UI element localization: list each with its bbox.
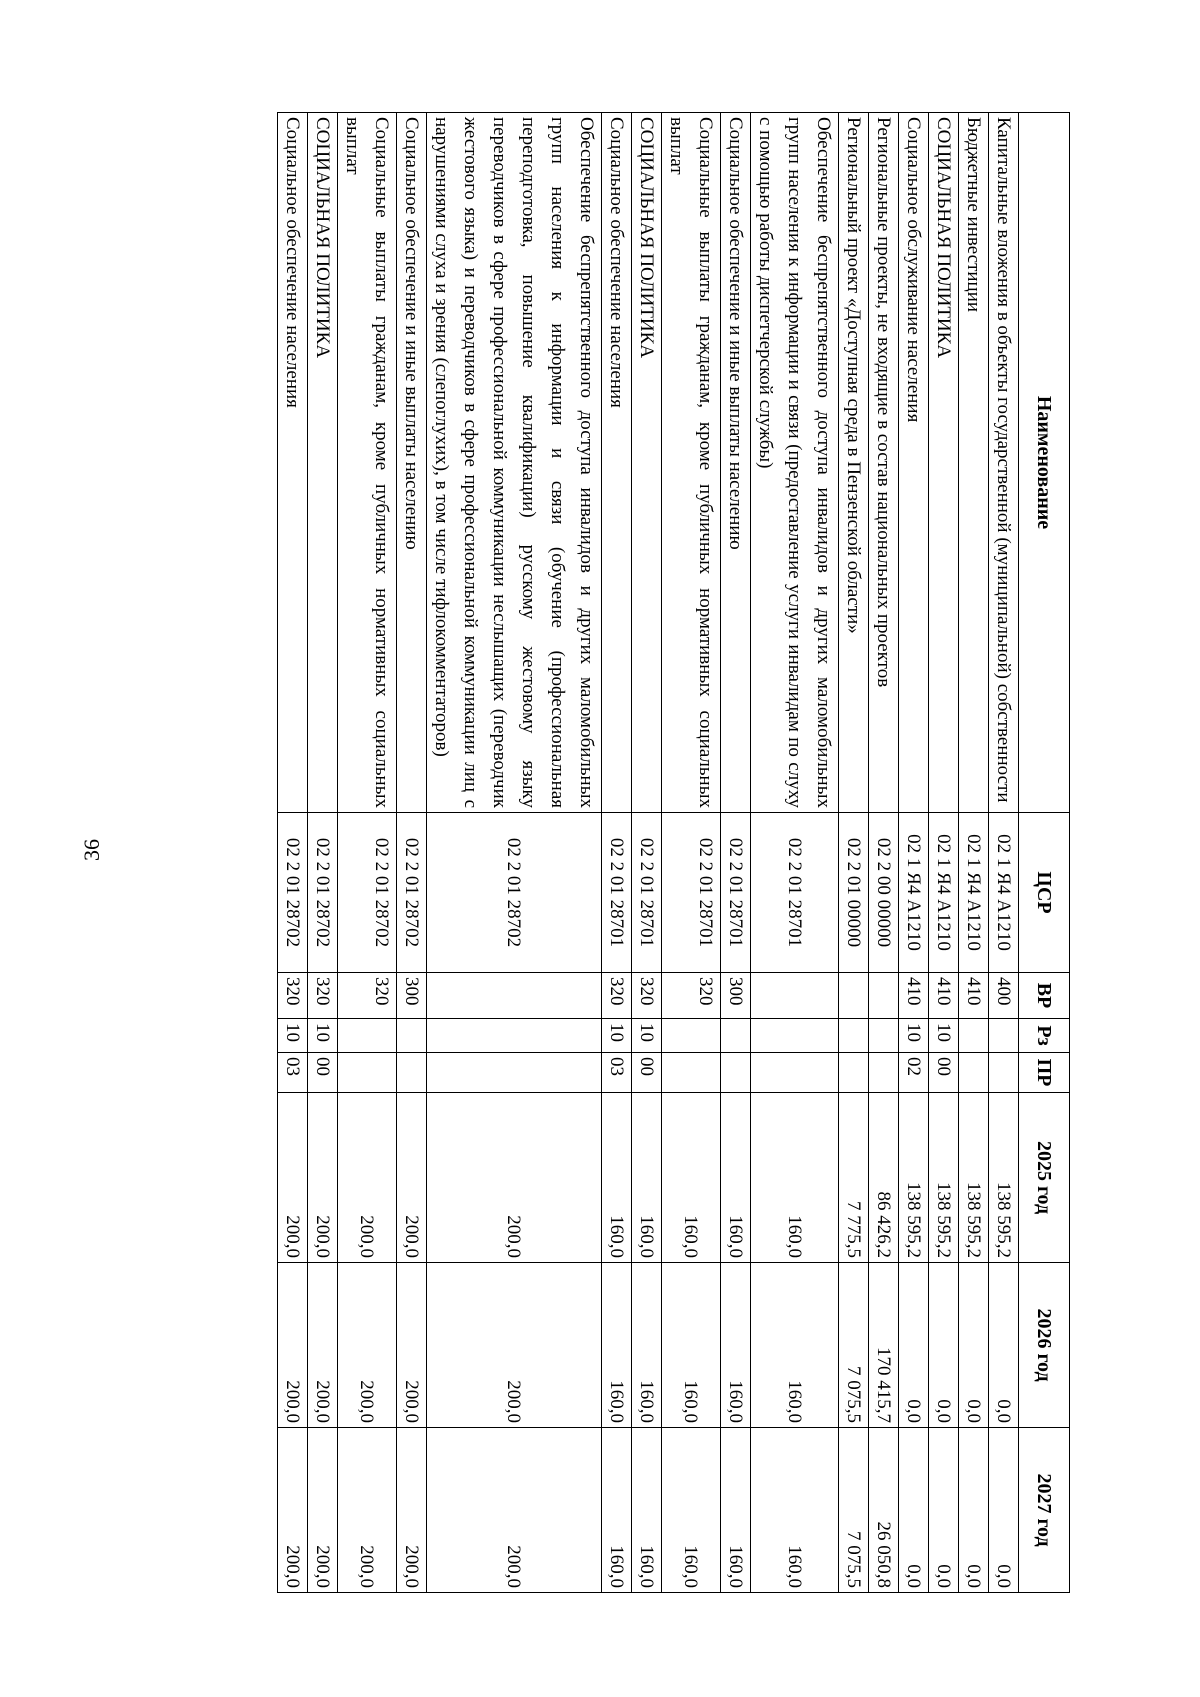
row-2025: 200,0 [338, 1093, 397, 1263]
row-csr: 02 2 01 28701 [751, 813, 839, 973]
row-2027: 200,0 [427, 1428, 602, 1593]
header-name: Наименование [1019, 113, 1070, 813]
table-row [632, 113, 662, 1593]
row-vr: 410 [929, 973, 959, 1019]
row-2025: 200,0 [308, 1093, 338, 1263]
row-name: Социальное обеспечение и иные выплаты населению [721, 113, 751, 813]
row-pr [989, 1053, 1019, 1093]
row-pr [839, 1053, 869, 1093]
row-name: Социальное обеспечение и иные выплаты населению [397, 113, 427, 813]
row-vr: 320 [338, 973, 397, 1019]
row-pr: 03 [602, 1053, 632, 1093]
row-2026: 200,0 [397, 1263, 427, 1428]
row-2026: 160,0 [632, 1263, 662, 1428]
row-2025: 138 595,2 [929, 1093, 959, 1263]
row-2025: 138 595,2 [899, 1093, 929, 1263]
row-name: Социальные выплаты гражданам, кроме публичных нормативных социальных выплат [662, 113, 721, 813]
row-pr [397, 1053, 427, 1093]
row-pr [721, 1053, 751, 1093]
row-rz [959, 1019, 989, 1053]
row-rz [751, 1019, 839, 1053]
row-vr [751, 973, 839, 1019]
row-2027: 160,0 [751, 1428, 839, 1593]
row-name: Региональный проект «Доступная среда в Пензенской области» [839, 113, 869, 813]
table-row [662, 113, 721, 1593]
table-row [929, 113, 959, 1593]
header-pr: ПР [1019, 1053, 1070, 1093]
row-vr: 300 [721, 973, 751, 1019]
row-csr: 02 1 Я4 А1210 [929, 813, 959, 973]
row-2027: 160,0 [632, 1428, 662, 1593]
row-2026: 7 075,5 [839, 1263, 869, 1428]
row-pr: 03 [278, 1053, 308, 1093]
header-csr: ЦСР [1019, 813, 1070, 973]
row-vr: 320 [308, 973, 338, 1019]
row-csr: 02 2 01 28702 [427, 813, 602, 973]
row-rz [662, 1019, 721, 1053]
row-2026: 160,0 [751, 1263, 839, 1428]
table-row [602, 113, 632, 1593]
row-2027: 26 050,8 [869, 1428, 899, 1593]
row-2027: 200,0 [397, 1428, 427, 1593]
row-rz [721, 1019, 751, 1053]
row-2026: 0,0 [959, 1263, 989, 1428]
table-row [839, 113, 869, 1593]
header-rz: Рз [1019, 1019, 1070, 1053]
row-2027: 0,0 [929, 1428, 959, 1593]
row-name: Социальное обслуживание населения [899, 113, 929, 813]
row-2025: 200,0 [397, 1093, 427, 1263]
row-vr: 400 [989, 973, 1019, 1019]
row-vr: 320 [662, 973, 721, 1019]
row-name: Обеспечение беспрепятственного доступа инвалидов и других маломобильных групп населения к информации и связи (обучение (профессиональная переподготовка, повышение квалификации) русскому жестовому языку переводчиков в сфере профессиональной коммуникации неслышащих (переводчик жестового языка) и переводчиков в сфере профессиональной коммуникации лиц с нарушениями слуха и зрения (слепоглухих), в том числе тифлокомментаторов) [427, 113, 602, 813]
row-csr: 02 1 Я4 А1210 [989, 813, 1019, 973]
row-vr: 410 [959, 973, 989, 1019]
row-2026: 0,0 [899, 1263, 929, 1428]
row-vr [869, 973, 899, 1019]
row-csr: 02 2 01 28702 [278, 813, 308, 973]
row-2025: 7 775,5 [839, 1093, 869, 1263]
table-row [989, 113, 1019, 1593]
row-name: Социальные выплаты гражданам, кроме публичных нормативных социальных выплат [338, 113, 397, 813]
table-row [959, 113, 989, 1593]
row-pr: 02 [899, 1053, 929, 1093]
table-row [721, 113, 751, 1593]
row-rz [397, 1019, 427, 1053]
row-name: Капитальные вложения в объекты государственной (муниципальной) собственности [989, 113, 1019, 813]
table-row [869, 113, 899, 1593]
row-csr: 02 2 01 28701 [662, 813, 721, 973]
row-2026: 160,0 [602, 1263, 632, 1428]
row-vr: 410 [899, 973, 929, 1019]
row-csr: 02 2 01 00000 [839, 813, 869, 973]
row-vr: 300 [397, 973, 427, 1019]
row-rz [839, 1019, 869, 1053]
row-csr: 02 2 00 00000 [869, 813, 899, 973]
row-2026: 200,0 [338, 1263, 397, 1428]
row-pr: 00 [308, 1053, 338, 1093]
row-csr: 02 2 01 28701 [721, 813, 751, 973]
row-csr: 02 2 01 28701 [632, 813, 662, 973]
row-2026: 0,0 [929, 1263, 959, 1428]
row-name: Обеспечение беспрепятственного доступа инвалидов и других маломобильных групп населения к информации и связи (предоставление услуги инвалидам по слуху с помощью работы диспетчерской службы) [751, 113, 839, 813]
row-name: Бюджетные инвестиции [959, 113, 989, 813]
row-pr [751, 1053, 839, 1093]
header-2027: 2027 год [1019, 1428, 1070, 1593]
row-2027: 160,0 [721, 1428, 751, 1593]
rotated-table-container [120, 112, 1070, 1592]
row-rz [338, 1019, 397, 1053]
table-row [338, 113, 397, 1593]
row-rz [989, 1019, 1019, 1053]
row-name: Региональные проекты, не входящие в состав национальных проектов [869, 113, 899, 813]
header-2025: 2025 год [1019, 1093, 1070, 1263]
row-rz: 10 [899, 1019, 929, 1053]
row-pr: 00 [632, 1053, 662, 1093]
row-pr [869, 1053, 899, 1093]
row-2025: 200,0 [427, 1093, 602, 1263]
row-pr [427, 1053, 602, 1093]
table-row [427, 113, 602, 1593]
row-vr: 320 [278, 973, 308, 1019]
table-row [397, 113, 427, 1593]
row-csr: 02 1 Я4 А1210 [959, 813, 989, 973]
row-vr: 320 [632, 973, 662, 1019]
row-2025: 160,0 [751, 1093, 839, 1263]
table-row [278, 113, 308, 1593]
row-2026: 160,0 [721, 1263, 751, 1428]
row-rz: 10 [632, 1019, 662, 1053]
row-2026: 170 415,7 [869, 1263, 899, 1428]
row-2026: 0,0 [989, 1263, 1019, 1428]
row-csr: 02 2 01 28702 [308, 813, 338, 973]
row-rz: 10 [278, 1019, 308, 1053]
table-row [899, 113, 929, 1593]
row-rz [869, 1019, 899, 1053]
row-2026: 200,0 [278, 1263, 308, 1428]
row-csr: 02 2 01 28702 [338, 813, 397, 973]
row-2026: 200,0 [427, 1263, 602, 1428]
row-2027: 200,0 [278, 1428, 308, 1593]
row-name: Социальное обеспечение населения [602, 113, 632, 813]
row-csr: 02 1 Я4 А1210 [899, 813, 929, 973]
row-2027: 200,0 [338, 1428, 397, 1593]
header-vr: ВР [1019, 973, 1070, 1019]
row-vr [427, 973, 602, 1019]
row-2027: 200,0 [308, 1428, 338, 1593]
row-2027: 0,0 [959, 1428, 989, 1593]
row-pr [338, 1053, 397, 1093]
header-2026: 2026 год [1019, 1263, 1070, 1428]
row-pr: 00 [929, 1053, 959, 1093]
row-2025: 200,0 [278, 1093, 308, 1263]
row-2025: 160,0 [662, 1093, 721, 1263]
row-2025: 160,0 [721, 1093, 751, 1263]
row-csr: 02 2 01 28701 [602, 813, 632, 973]
row-2025: 86 426,2 [869, 1093, 899, 1263]
row-rz: 10 [308, 1019, 338, 1053]
row-name: СОЦИАЛЬНАЯ ПОЛИТИКА [308, 113, 338, 813]
row-2025: 160,0 [632, 1093, 662, 1263]
row-csr: 02 2 01 28702 [397, 813, 427, 973]
row-2025: 138 595,2 [989, 1093, 1019, 1263]
row-pr [959, 1053, 989, 1093]
row-2027: 0,0 [899, 1428, 929, 1593]
row-name: СОЦИАЛЬНАЯ ПОЛИТИКА [632, 113, 662, 813]
table-row [308, 113, 338, 1593]
row-vr: 320 [602, 973, 632, 1019]
page-number: 36 [79, 839, 104, 861]
row-name: Социальное обеспечение населения [278, 113, 308, 813]
row-pr [662, 1053, 721, 1093]
row-rz: 10 [602, 1019, 632, 1053]
row-2027: 160,0 [662, 1428, 721, 1593]
row-2027: 7 075,5 [839, 1428, 869, 1593]
row-name: СОЦИАЛЬНАЯ ПОЛИТИКА [929, 113, 959, 813]
header-row [1019, 113, 1070, 1593]
row-2026: 160,0 [662, 1263, 721, 1428]
table-row [751, 113, 839, 1593]
row-vr [839, 973, 869, 1019]
row-2026: 200,0 [308, 1263, 338, 1428]
row-rz: 10 [929, 1019, 959, 1053]
row-2027: 160,0 [602, 1428, 632, 1593]
row-2027: 0,0 [989, 1428, 1019, 1593]
row-2025: 138 595,2 [959, 1093, 989, 1263]
row-2025: 160,0 [602, 1093, 632, 1263]
budget-table [277, 112, 1070, 1593]
row-rz [427, 1019, 602, 1053]
